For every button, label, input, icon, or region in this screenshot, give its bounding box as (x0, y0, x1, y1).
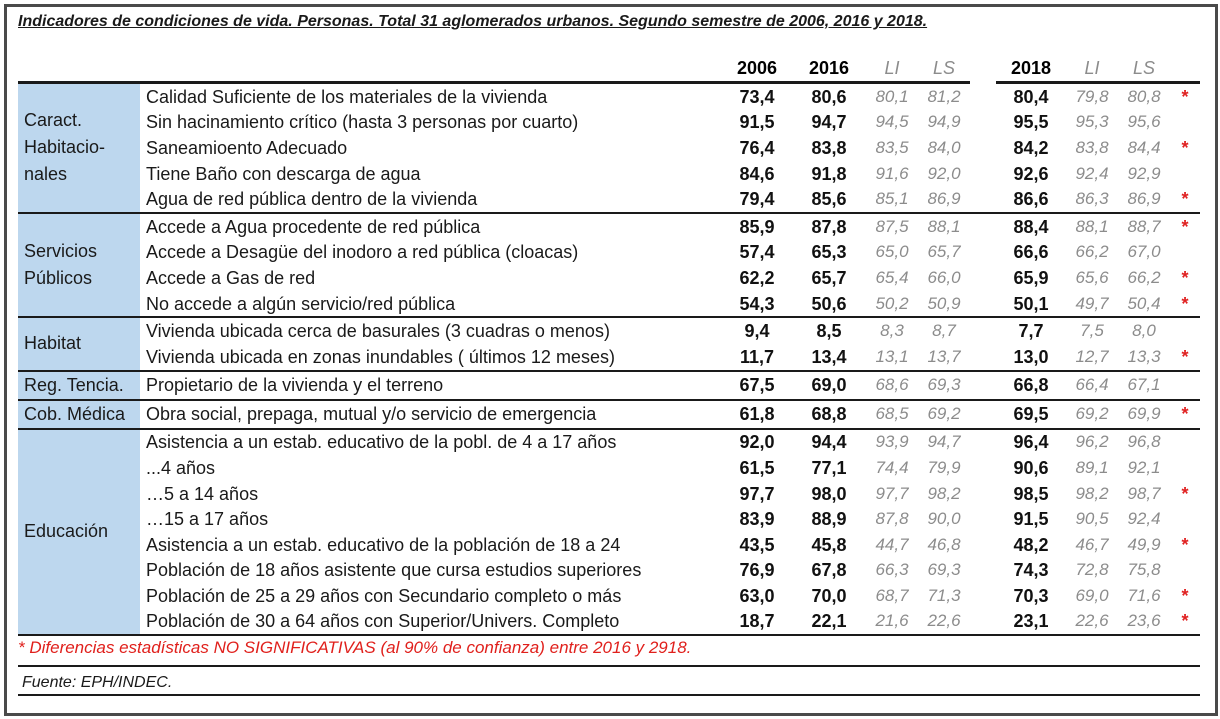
significance-marker (1170, 317, 1200, 344)
indicator-label: Asistencia a un estab. educativo de la población de 18 a 24 (146, 534, 621, 555)
value-2006: 57,4 (739, 242, 775, 263)
table-row (18, 265, 1200, 291)
upper-limit-2018: 49,9 (1127, 534, 1161, 554)
value-2018: 84,2 (1013, 137, 1049, 158)
lower-limit-2016: 85,1 (866, 186, 918, 213)
significance-marker: * (1181, 585, 1189, 606)
value-2006: 84,6 (739, 163, 775, 184)
table-row (18, 291, 1200, 318)
indicator-label: Sin hacinamiento crítico (hasta 3 personas por cuarto) (146, 112, 579, 133)
lower-limit-2018: 49,7 (1066, 291, 1118, 318)
value-2016: 88,9 (811, 509, 847, 530)
value-2018: 98,5 (1013, 483, 1049, 504)
value-2006: 97,7 (739, 483, 775, 504)
upper-limit-2016: 98,2 (927, 483, 961, 503)
table-row (18, 317, 1200, 344)
value-2016: 45,8 (811, 534, 847, 555)
lower-limit-2016: 13,1 (866, 344, 918, 371)
value-2016: 83,8 (811, 137, 847, 158)
spacer (970, 240, 996, 266)
upper-limit-2018: 95,6 (1127, 112, 1161, 132)
spacer (970, 506, 996, 532)
value-2018: 13,0 (996, 344, 1066, 371)
value-2018: 66,6 (1013, 242, 1049, 263)
upper-limit-2018: 84,4 (1127, 137, 1161, 157)
lower-limit-2018: 95,3 (1075, 112, 1109, 132)
table-row (18, 344, 1200, 371)
spacer (970, 317, 996, 344)
lower-limit-2016: 87,5 (875, 216, 909, 236)
significance-marker (1170, 371, 1200, 400)
category-label: Habitat (18, 317, 140, 370)
upper-limit-2016: 69,2 (918, 400, 970, 429)
spacer (970, 344, 996, 371)
table-row (18, 400, 1200, 429)
significance-marker: * (1181, 86, 1189, 107)
spacer (970, 161, 996, 187)
upper-limit-2016: 69,3 (927, 560, 961, 580)
spacer (970, 429, 996, 456)
upper-limit-2018: 92,4 (1127, 509, 1161, 529)
table-row (18, 455, 1200, 481)
spacer (970, 110, 996, 136)
upper-limit-2016: 79,9 (927, 457, 961, 477)
footnote-significance: * Diferencias estadísticas NO SIGNIFICATIVAS (al 90% de confianza) entre 2016 y 2918. (18, 638, 692, 657)
indicator-label: Propietario de la vivienda y el terreno (140, 371, 722, 400)
lower-limit-2016: 21,6 (866, 609, 918, 636)
upper-limit-2018: 86,9 (1118, 186, 1170, 213)
value-2016: 77,1 (811, 457, 847, 478)
lower-limit-2016: 74,4 (875, 457, 909, 477)
value-2018: 50,1 (996, 291, 1066, 318)
upper-limit-2016: 88,1 (927, 216, 961, 236)
value-2006: 61,8 (722, 400, 792, 429)
value-2006: 61,5 (739, 457, 775, 478)
indicator-label: No accede a algún servicio/red pública (140, 291, 722, 318)
value-2006: 63,0 (739, 585, 775, 606)
value-2018: 91,5 (1013, 509, 1049, 530)
lower-limit-2018: 83,8 (1075, 137, 1109, 157)
lower-limit-2018: 86,3 (1066, 186, 1118, 213)
upper-limit-2016: 84,0 (927, 137, 961, 157)
value-2018: 90,6 (1013, 457, 1049, 478)
table-row (18, 110, 1200, 136)
lower-limit-2016: 68,7 (875, 585, 909, 605)
value-2006: 67,5 (722, 371, 792, 400)
table-row (18, 481, 1200, 507)
lower-limit-2018: 90,5 (1075, 509, 1109, 529)
upper-limit-2018: 88,7 (1127, 216, 1161, 236)
indicator-label: Población de 18 años asistente que cursa estudios superiores (146, 560, 642, 581)
value-2016: 98,0 (811, 483, 847, 504)
lower-limit-2018: 12,7 (1066, 344, 1118, 371)
upper-limit-2018: 23,6 (1118, 609, 1170, 636)
upper-limit-2018: 98,7 (1127, 483, 1161, 503)
indicator-label: Accede a Gas de red (146, 267, 316, 288)
value-2006: 11,7 (722, 344, 792, 371)
lower-limit-2018: 69,0 (1075, 585, 1109, 605)
value-2006: 54,3 (722, 291, 792, 318)
upper-limit-2018: 92,1 (1127, 457, 1161, 477)
indicator-label: Saneamioento Adecuado (146, 137, 348, 158)
lower-limit-2016: 65,0 (875, 242, 909, 262)
table-row (18, 186, 1200, 213)
value-2016: 87,8 (811, 216, 847, 237)
upper-limit-2016: 22,6 (918, 609, 970, 636)
lower-limit-2016: 66,3 (875, 560, 909, 580)
spacer (970, 583, 996, 609)
indicator-label: Tiene Baño con descarga de agua (146, 163, 421, 184)
value-2006: 73,4 (739, 86, 775, 107)
spacer (970, 400, 996, 429)
spacer (970, 213, 996, 240)
header-2016: 2016 (792, 54, 866, 83)
significance-marker (1170, 110, 1200, 136)
upper-limit-2018: 66,2 (1127, 267, 1161, 287)
value-2006: 92,0 (739, 432, 775, 453)
indicator-label: …5 a 14 años (146, 483, 259, 504)
source-note: Fuente: EPH/INDEC. (22, 674, 173, 691)
significance-marker: * (1170, 400, 1200, 429)
table-row (18, 83, 1200, 110)
table-row (18, 371, 1200, 400)
header-ls-2018: LS (1118, 54, 1170, 83)
header-li-2018: LI (1066, 54, 1118, 83)
lower-limit-2016: 8,3 (880, 321, 904, 341)
significance-marker (1170, 455, 1200, 481)
indicators-table (18, 54, 1200, 636)
header-gap (970, 54, 996, 83)
significance-marker: * (1181, 216, 1189, 237)
upper-limit-2016: 71,3 (927, 585, 961, 605)
upper-limit-2016: 66,0 (927, 267, 961, 287)
significance-marker (1170, 161, 1200, 187)
upper-limit-2018: 71,6 (1127, 585, 1161, 605)
lower-limit-2016: 44,7 (875, 534, 909, 554)
upper-limit-2016: 94,9 (927, 112, 961, 132)
significance-marker: * (1181, 137, 1189, 158)
table-row (18, 609, 1200, 636)
value-2018: 7,7 (1018, 321, 1044, 342)
value-2018: 86,6 (996, 186, 1066, 213)
value-2006: 76,4 (739, 137, 775, 158)
lower-limit-2016: 94,5 (875, 112, 909, 132)
value-2018: 66,8 (996, 371, 1066, 400)
lower-limit-2016: 68,5 (866, 400, 918, 429)
lower-limit-2018: 98,2 (1075, 483, 1109, 503)
value-2006: 43,5 (739, 534, 775, 555)
value-2018: 74,3 (1013, 560, 1049, 581)
value-2018: 69,5 (996, 400, 1066, 429)
value-2016: 8,5 (816, 321, 842, 342)
spacer (970, 83, 996, 110)
header-2018: 2018 (996, 54, 1066, 83)
indicator-label: Vivienda ubicada en zonas inundables ( últimos 12 meses) (140, 344, 722, 371)
value-2018: 96,4 (1013, 432, 1049, 453)
lower-limit-2018: 66,4 (1066, 371, 1118, 400)
lower-limit-2016: 97,7 (875, 483, 909, 503)
significance-marker (1170, 240, 1200, 266)
upper-limit-2018: 8,0 (1132, 321, 1156, 341)
upper-limit-2016: 94,7 (927, 432, 961, 452)
lower-limit-2016: 50,2 (866, 291, 918, 318)
divider (18, 694, 1200, 696)
upper-limit-2016: 65,7 (927, 242, 961, 262)
header-row (18, 54, 1200, 83)
upper-limit-2018: 96,8 (1127, 432, 1161, 452)
indicator-label: Agua de red pública dentro de la vivienda (140, 186, 722, 213)
value-2018: 80,4 (1013, 86, 1049, 107)
value-2016: 85,6 (792, 186, 866, 213)
lower-limit-2018: 88,1 (1075, 216, 1109, 236)
indicator-label: Calidad Suficiente de los materiales de la vivienda (146, 86, 548, 107)
value-2006: 79,4 (722, 186, 792, 213)
upper-limit-2016: 50,9 (918, 291, 970, 318)
significance-marker (1170, 429, 1200, 456)
value-2006: 76,9 (739, 560, 775, 581)
upper-limit-2018: 50,4 (1118, 291, 1170, 318)
spacer (970, 291, 996, 318)
table-row (18, 583, 1200, 609)
category-label: Caract. Habitacio-nales (18, 83, 140, 213)
lower-limit-2016: 65,4 (875, 267, 909, 287)
table-row (18, 213, 1200, 240)
indicator-label: Población de 25 a 29 años con Secundario completo o más (146, 585, 622, 606)
header-star (1170, 54, 1200, 83)
indicator-label: ...4 años (146, 457, 216, 478)
significance-marker: * (1181, 267, 1189, 288)
significance-marker: * (1170, 291, 1200, 318)
spacer (970, 186, 996, 213)
table-row (18, 429, 1200, 456)
header-2006: 2006 (722, 54, 792, 83)
value-2016: 94,7 (811, 112, 847, 133)
significance-marker: * (1181, 534, 1189, 555)
lower-limit-2016: 87,8 (875, 509, 909, 529)
significance-marker: * (1170, 344, 1200, 371)
category-label: Educación (18, 429, 140, 636)
lower-limit-2018: 65,6 (1075, 267, 1109, 287)
significance-marker (1170, 506, 1200, 532)
value-2016: 80,6 (811, 86, 847, 107)
value-2018: 92,6 (1013, 163, 1049, 184)
significance-marker: * (1170, 186, 1200, 213)
indicator-label: Obra social, prepaga, mutual y/o servicio de emergencia (140, 400, 722, 429)
indicator-label: Población de 30 a 64 años con Superior/Univers. Completo (140, 609, 722, 636)
lower-limit-2018: 7,5 (1080, 321, 1104, 341)
value-2018: 65,9 (1013, 267, 1049, 288)
category-label: Cob. Médica (18, 400, 140, 429)
upper-limit-2016: 46,8 (927, 534, 961, 554)
category-label: Reg. Tencia. (18, 371, 140, 400)
lower-limit-2016: 68,6 (866, 371, 918, 400)
indicator-label: …15 a 17 años (146, 509, 269, 530)
lower-limit-2018: 46,7 (1075, 534, 1109, 554)
upper-limit-2018: 92,9 (1127, 163, 1161, 183)
upper-limit-2018: 75,8 (1127, 560, 1161, 580)
header-ls-2016: LS (918, 54, 970, 83)
value-2016: 67,8 (811, 560, 847, 581)
spacer (970, 481, 996, 507)
lower-limit-2016: 91,6 (875, 163, 909, 183)
value-2016: 13,4 (792, 344, 866, 371)
header-indicator (140, 54, 722, 83)
table-row (18, 506, 1200, 532)
value-2006: 18,7 (722, 609, 792, 636)
spacer (970, 265, 996, 291)
value-2006: 91,5 (739, 112, 775, 133)
upper-limit-2018: 80,8 (1127, 86, 1161, 106)
header-category (18, 54, 140, 83)
value-2016: 70,0 (811, 585, 847, 606)
lower-limit-2016: 80,1 (875, 86, 909, 106)
lower-limit-2018: 79,8 (1075, 86, 1109, 106)
spacer (970, 558, 996, 584)
spacer (970, 532, 996, 558)
significance-marker (1170, 558, 1200, 584)
table-row (18, 558, 1200, 584)
value-2006: 9,4 (744, 321, 770, 342)
spacer (970, 371, 996, 400)
upper-limit-2016: 81,2 (927, 86, 961, 106)
table-row (18, 532, 1200, 558)
value-2016: 91,8 (811, 163, 847, 184)
upper-limit-2018: 13,3 (1118, 344, 1170, 371)
lower-limit-2018: 22,6 (1066, 609, 1118, 636)
value-2018: 70,3 (1013, 585, 1049, 606)
significance-marker: * (1181, 483, 1189, 504)
lower-limit-2018: 96,2 (1075, 432, 1109, 452)
upper-limit-2018: 67,0 (1127, 242, 1161, 262)
value-2016: 65,3 (811, 242, 847, 263)
upper-limit-2016: 92,0 (927, 163, 961, 183)
upper-limit-2016: 8,7 (932, 321, 956, 341)
value-2006: 83,9 (739, 509, 775, 530)
upper-limit-2018: 67,1 (1118, 371, 1170, 400)
value-2016: 22,1 (792, 609, 866, 636)
value-2018: 48,2 (1013, 534, 1049, 555)
divider (18, 665, 1200, 667)
value-2018: 23,1 (996, 609, 1066, 636)
lower-limit-2018: 92,4 (1075, 163, 1109, 183)
upper-limit-2016: 86,9 (918, 186, 970, 213)
value-2018: 95,5 (1013, 112, 1049, 133)
indicator-label: Vivienda ubicada cerca de basurales (3 cuadras o menos) (146, 321, 610, 342)
header-li-2016: LI (866, 54, 918, 83)
significance-marker: * (1170, 609, 1200, 636)
value-2006: 85,9 (739, 216, 775, 237)
spacer (970, 609, 996, 636)
indicator-label: Accede a Agua procedente de red pública (146, 216, 481, 237)
indicator-label: Asistencia a un estab. educativo de la pobl. de 4 a 17 años (146, 432, 617, 453)
value-2016: 50,6 (792, 291, 866, 318)
table-title: Indicadores de condiciones de vida. Personas. Total 31 aglomerados urbanos. Segundo semestre de 2006, 2016 y 2018. (18, 13, 928, 30)
indicator-label: Accede a Desagüe del inodoro a red pública (cloacas) (146, 242, 579, 263)
upper-limit-2018: 69,9 (1118, 400, 1170, 429)
spacer (970, 135, 996, 161)
table-row (18, 135, 1200, 161)
spacer (970, 455, 996, 481)
lower-limit-2018: 72,8 (1075, 560, 1109, 580)
lower-limit-2016: 93,9 (875, 432, 909, 452)
value-2016: 65,7 (811, 267, 847, 288)
value-2016: 94,4 (811, 432, 847, 453)
lower-limit-2016: 83,5 (875, 137, 909, 157)
upper-limit-2016: 69,3 (918, 371, 970, 400)
value-2016: 69,0 (792, 371, 866, 400)
upper-limit-2016: 13,7 (918, 344, 970, 371)
upper-limit-2016: 90,0 (927, 509, 961, 529)
value-2016: 68,8 (792, 400, 866, 429)
lower-limit-2018: 89,1 (1075, 457, 1109, 477)
lower-limit-2018: 69,2 (1066, 400, 1118, 429)
category-label: Servicios Públicos (18, 213, 140, 317)
table-row (18, 161, 1200, 187)
value-2018: 88,4 (1013, 216, 1049, 237)
value-2006: 62,2 (739, 267, 775, 288)
table-row (18, 240, 1200, 266)
lower-limit-2018: 66,2 (1075, 242, 1109, 262)
